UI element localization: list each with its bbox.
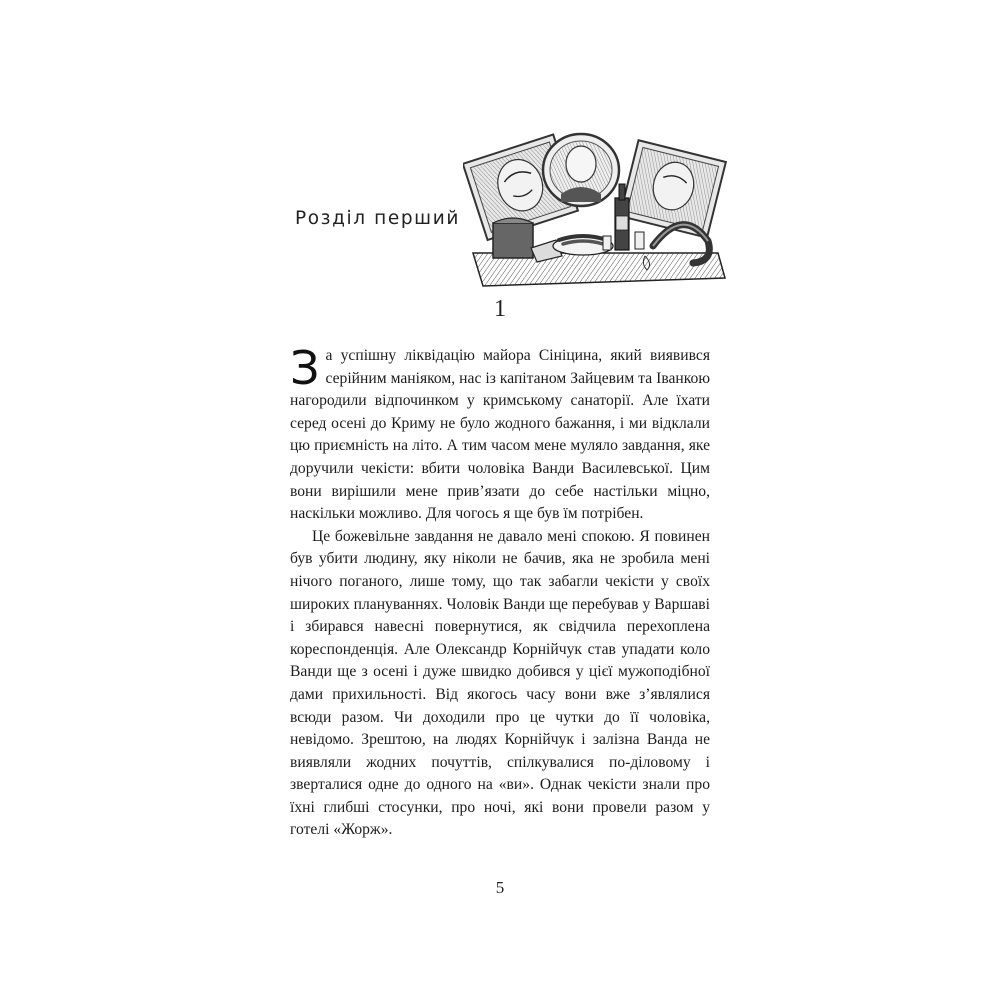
paragraph-1 bbox=[290, 341, 710, 526]
chapter-body-text bbox=[290, 341, 710, 842]
paragraph-2: Це божевільне завдання не давало мені спокою. Я повинен був убити людину, яку ніколи не бачив, яка не зробила мені нічого поганого, лише тому, що так забагли чекісти у своїх широких плануваннях. Чоловік Ванди ще перебував у Варшаві і збирався навесні повернутися, як свідчила перехоплена кореспонденція. Але Олександр Корнійчук став упадати коло Ванди ще з осені і дуже швидко добився у цієї мужоподібної дами прихильності. Від якогось часу вони вже з’являлися всюди разом. Чи доходили про це чутки до її чоловіка, невідомо. Зрештою, на людях Корнійчук і залізна Ванда не виявляли жодних почуттів, спілкувалися по-діловому і зверталися одне до одного на «ви». Однак чекісти знали про їхні глибші стосунки, про ночі, які вони провели разом у готелі «Жорж». bbox=[290, 527, 710, 839]
still-life-portraits-illustration bbox=[463, 128, 728, 288]
chapter-header bbox=[295, 128, 735, 288]
paragraph-1-text: а успішну ліквідацію майора Сініцина, який виявився серійним маніяком, нас із капітаном Зайцевим та Іванкою нагородили відпочинком у кримському санаторії. Але їхати серед осені до Криму не було жодного бажання, і ми відклали цю приємність на літо. А тим часом мене муляло завдання, яке доручили чекісти: вбити чоловіка Ванди Василевської. Цим вони вирішили мене прив’язати до себе настільки міцно, наскільки можливо. Для чогось я ще був їм потрібен. bbox=[290, 347, 710, 523]
page-number: 5 bbox=[495, 878, 505, 897]
drop-cap: З bbox=[290, 341, 320, 395]
section-number: 1 bbox=[494, 296, 506, 322]
chapter-title: Розділ перший bbox=[295, 208, 460, 229]
